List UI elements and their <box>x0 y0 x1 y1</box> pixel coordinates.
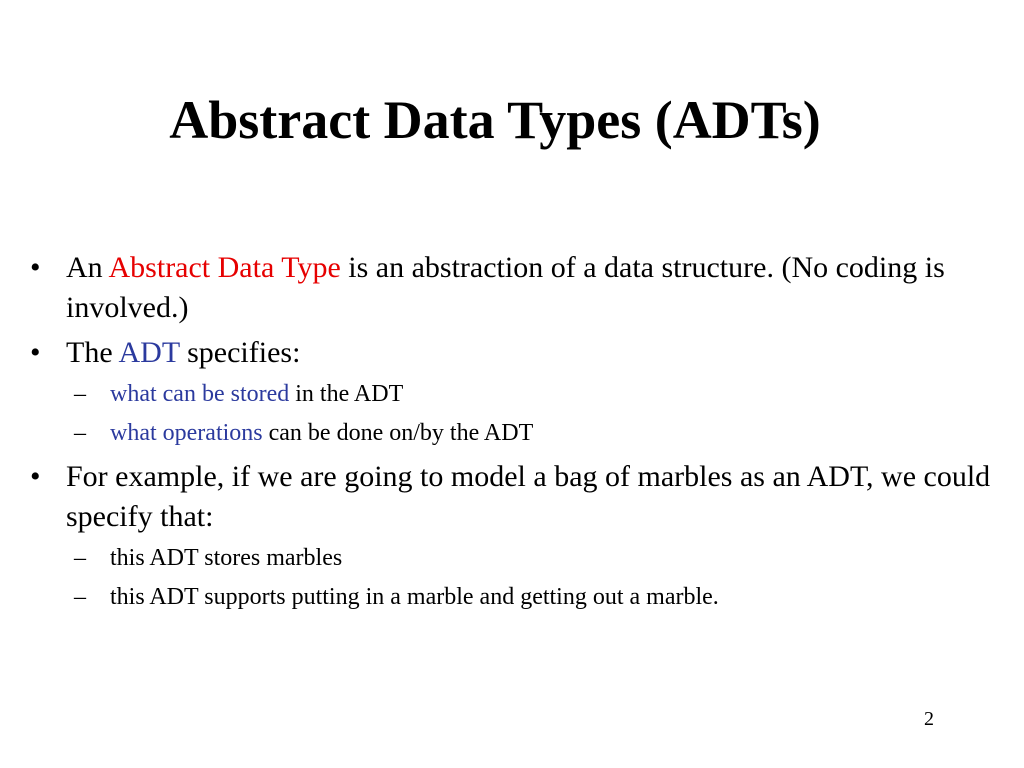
sub-bullet-item <box>30 582 1000 612</box>
sub-bullet-item <box>30 418 1000 448</box>
sub-bullet-item <box>30 543 1000 573</box>
bullet-text: For example, if we are going to model a bag of marbles as an ADT, we could specify that: <box>66 460 991 533</box>
sub-bullet-text: in the ADT <box>289 381 404 407</box>
sub-bullet-item <box>30 379 1000 409</box>
sub-bullet-text: can be done on/by the ADT <box>262 420 534 446</box>
bullet-text: specifies: <box>179 336 301 369</box>
highlighted-term: what operations <box>110 420 263 446</box>
sub-bullet-text: this ADT stores marbles <box>110 545 343 571</box>
bullet-item <box>30 457 1000 537</box>
highlighted-term: what can be stored <box>110 381 290 407</box>
bullet-marker: • <box>30 251 41 284</box>
bullet-text: The <box>66 336 119 369</box>
page-number: 2 <box>924 708 934 730</box>
bullet-text: is an abstraction of a data structure. (No coding is involved.) <box>66 251 945 324</box>
sub-bullet-marker: – <box>74 381 86 407</box>
slide-body <box>30 248 1000 621</box>
bullet-marker: • <box>30 336 41 369</box>
bullet-item <box>30 333 1000 373</box>
sub-bullet-marker: – <box>74 545 86 571</box>
slide-title: Abstract Data Types (ADTs) <box>169 90 821 150</box>
sub-bullet-text: this ADT supports putting in a marble and getting out a marble. <box>110 584 719 610</box>
bullet-text: An <box>66 251 109 284</box>
highlighted-term: ADT <box>118 336 180 369</box>
bullet-marker: • <box>30 460 41 493</box>
bullet-item <box>30 248 1000 328</box>
sub-bullet-marker: – <box>74 420 86 446</box>
sub-bullet-marker: – <box>74 584 86 610</box>
highlighted-term: Abstract Data Type <box>108 251 341 284</box>
